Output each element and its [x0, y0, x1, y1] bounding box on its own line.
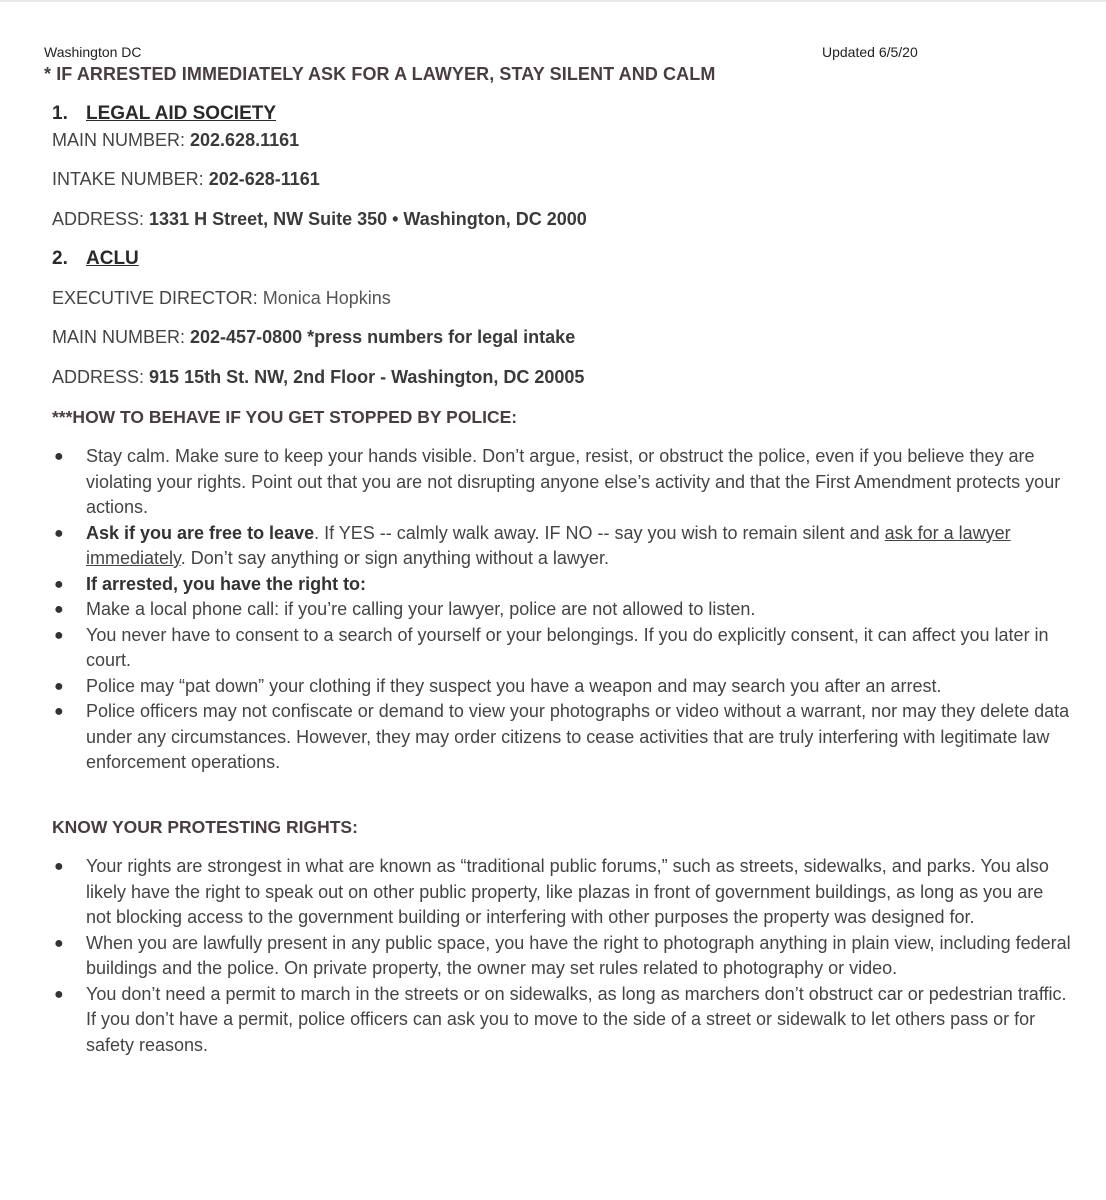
field-label: ADDRESS:: [52, 367, 150, 387]
bullet-icon: ●: [54, 858, 64, 875]
protest-rights-heading: KNOW YOUR PROTESTING RIGHTS:: [52, 817, 358, 837]
list-item: [52, 982, 1072, 1059]
field-value: 1331 H Street, NW Suite 350 • Washington, DC 2000: [149, 209, 587, 229]
field-value: 915 15th St. NW, 2nd Floor - Washington, DC 20005: [149, 367, 585, 387]
aclu-executive-director: [52, 288, 391, 309]
item-text: Police may “pat down” your clothing if they suspect you have a weapon and may search you after an arrest.: [86, 675, 942, 696]
section-number: 2.: [52, 248, 68, 269]
list-item: [52, 444, 1072, 521]
police-behavior-heading: ***HOW TO BEHAVE IF YOU GET STOPPED BY POLICE:: [52, 407, 518, 427]
item-bold-text: If arrested, you have the right to:: [86, 573, 367, 594]
bullet-icon: ●: [54, 575, 64, 593]
bullet-icon: ●: [54, 677, 64, 695]
item-text: Police officers may not confiscate or demand to view your photographs or video without a warrant, nor may they delete data under any circumstances. However, they may order citizens to cease activities that are truly interfering with legitimate law enforcement operations.: [86, 701, 1070, 772]
field-label: MAIN NUMBER:: [52, 327, 191, 347]
item-text: Stay calm. Make sure to keep your hands visible. Don’t argue, resist, or obstruct the police, even if you believe they are violating your rights. Point out that you are not disrupting anyone else’s activity and that the First Amendment protects your actions.: [86, 446, 1061, 517]
legal-aid-intake-number: [52, 169, 320, 190]
list-item: [52, 674, 1072, 700]
bullet-icon: ●: [54, 626, 64, 644]
item-text: . If YES -- calmly walk away. IF NO -- say you wish to remain silent and: [314, 522, 885, 543]
list-item: [52, 597, 1072, 623]
section-name: LEGAL AID SOCIETY: [86, 103, 277, 124]
item-text: You never have to consent to a search of yourself or your belongings. If you do explicitly consent, it can affect you later in court.: [86, 624, 1049, 670]
item-bold-text: Ask if you are free to leave: [86, 522, 315, 543]
list-item: [52, 931, 1072, 982]
bullet-icon: ●: [54, 601, 64, 618]
protest-rights-list: [52, 854, 1072, 1058]
legal-aid-address: [52, 209, 587, 230]
field-value: Monica Hopkins: [262, 288, 391, 308]
item-text: Your rights are strongest in what are known as “traditional public forums,” such as streets, sidewalks, and parks. You also likely have the right to speak out on other public property, like plazas in front of government buildings, as long as you are not blocking access to the government building or interfering with other purposes the property was designed for.: [86, 856, 1049, 927]
aclu-address: [52, 367, 584, 388]
list-item: [52, 854, 1072, 931]
bullet-icon: ●: [54, 934, 64, 952]
section-aclu-title: [52, 248, 139, 270]
bullet-icon: ●: [54, 985, 64, 1003]
field-label: ADDRESS:: [52, 209, 150, 229]
bullet-icon: ●: [54, 703, 64, 720]
item-text: When you are lawfully present in any public space, you have the right to photograph anything in plain view, including federal buildings and the police. On private property, the owner may set rules related to photography or video.: [86, 932, 1071, 978]
list-item: [52, 699, 1072, 776]
field-label: EXECUTIVE DIRECTOR:: [52, 288, 263, 308]
field-label: INTAKE NUMBER:: [52, 169, 209, 189]
list-item: [52, 521, 1072, 572]
section-number: 1.: [52, 103, 68, 124]
item-underlined-text: ask for a lawyer immediately: [86, 522, 1011, 568]
header-updated-date: Updated 6/5/20: [822, 44, 918, 60]
field-value: 202.628.1161: [190, 130, 300, 150]
bullet-icon: ●: [54, 524, 64, 542]
section-name: ACLU: [86, 248, 139, 269]
field-value: 202-628-1161: [208, 169, 320, 189]
item-text: You don’t need a permit to march in the streets or on sidewalks, as long as marchers don’t obstruct car or pedestrian traffic. If you don’t have a permit, police officers can ask you to move to the side of a street or sidewalk to let others pass or for safety reasons.: [86, 983, 1067, 1055]
arrest-warning: * IF ARRESTED IMMEDIATELY ASK FOR A LAWYER, STAY SILENT AND CALM: [44, 64, 716, 84]
header-location: Washington DC: [44, 44, 142, 60]
bullet-icon: ●: [54, 448, 64, 465]
item-text: Make a local phone call: if you’re calling your lawyer, police are not allowed to listen.: [86, 599, 756, 619]
legal-aid-main-number: [52, 130, 299, 151]
section-legal-aid-title: [52, 103, 276, 125]
aclu-main-number: [52, 327, 575, 348]
item-text: . Don’t say anything or sign anything without a lawyer.: [180, 548, 609, 568]
field-label: MAIN NUMBER:: [52, 130, 191, 150]
list-item: [52, 623, 1072, 674]
list-item: [52, 572, 1072, 598]
police-behavior-list: [52, 444, 1072, 776]
field-value: 202-457-0800 *press numbers for legal intake: [190, 327, 576, 347]
